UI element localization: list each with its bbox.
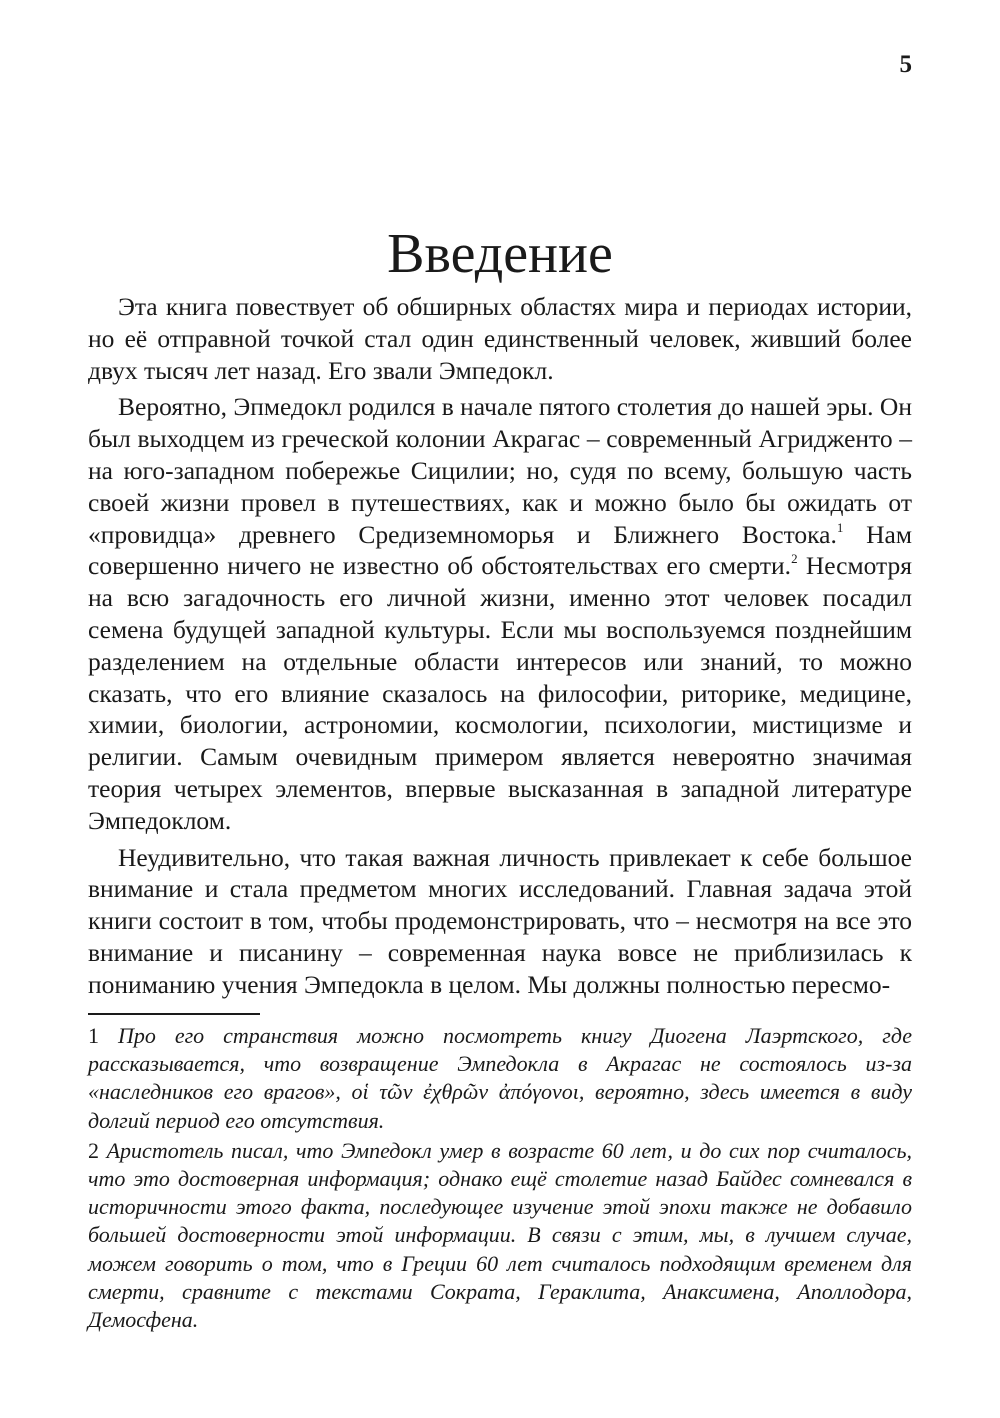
footnote-2	[88, 1137, 912, 1334]
page-number: 5	[899, 51, 912, 78]
footnote-1-text: Про его странствия можно посмотреть книгу Диогена Лаэртского, где рассказывается, что возвращение Эмпедокла в Акрагас не состоялось из-за «наследников его врагов», οἱ τῶν ἐχθρῶν ἀπόγονοι, вероятно, здесь имеется в виду долгий период его отсутствия.	[88, 1023, 912, 1133]
footnote-1-number: 1	[88, 1023, 99, 1048]
paragraph-2-part-c: Несмотря на всю загадочность его личной жизни, именно этот человек посадил семена будущей западной культуры. Если мы воспользуемся позднейшим разделением на отдельные области интересов или знаний, то можно сказать, что его влияние сказалось на философии, риторике, медицине, химии, биологии, астрономии, космологии, психологии, мистицизме и религии. Самым очевидным примером является невероятно значимая теория четырех элементов, впервые высказанная в западной литературе Эмпедоклом.	[88, 551, 912, 835]
footnote-ref-2[interactable]: 2	[791, 551, 798, 567]
paragraph-2-part-b: Нам совершенно ничего не известно об обстоятельствах его смерти.	[88, 519, 912, 581]
paragraph-2	[88, 391, 912, 836]
paragraph-2-part-a: Вероятно, Эпмедокл родился в начале пятого столетия до нашей эры. Он был выходцем из греческой колонии Акрагас – современный Агридженто – на юго-западном побережье Сицилии; но, судя по всему, большую часть своей жизни провел в путешествиях, как и можно было бы ожидать от «провидца» древнего Средиземноморья и Ближнего Востока.	[88, 392, 912, 549]
footnote-divider	[88, 1013, 260, 1015]
paragraph-3: Неудивительно, что такая важная личность привлекает к себе большое внимание и стала предметом многих исследований. Главная задача этой книги состоит в том, чтобы продемонстрировать, что – несмотря на все это внимание и писанину – современная наука вовсе не приблизилась к пониманию учения Эмпедокла в целом. Мы должны полностью пересмо-	[88, 842, 912, 999]
footnote-2-number: 2	[88, 1137, 99, 1163]
footnote-ref-1[interactable]: 1	[836, 519, 844, 535]
paragraph-1: Эта книга повествует об обширных областях мира и периодах истории, но её отправной точкой стал один единственный человек, живший более двух тысяч лет назад. Его звали Эмпедокл.	[88, 292, 912, 385]
body-text	[88, 291, 912, 1001]
footnote-2-text: Аристотель писал, что Эмпедокл умер в возрасте 60 лет, и до сих пор считалось, что это достоверная информация; однако ещё столетие назад Байдес сомневался в историчности этого факта, последующее изучение этой эпохи также не добавило большей достоверности этой информации. В связи с этим, мы, в лучшем случае, можем говорить о том, что в Греции 60 лет считалось подходящим временем для смерти, сравните с текстами Сократа, Гераклита, Анаксимена, Аполлодора, Демосфена.	[88, 1137, 912, 1333]
footnote-1	[88, 1022, 912, 1135]
chapter-title: Введение	[387, 223, 613, 285]
footnotes	[88, 1022, 912, 1334]
